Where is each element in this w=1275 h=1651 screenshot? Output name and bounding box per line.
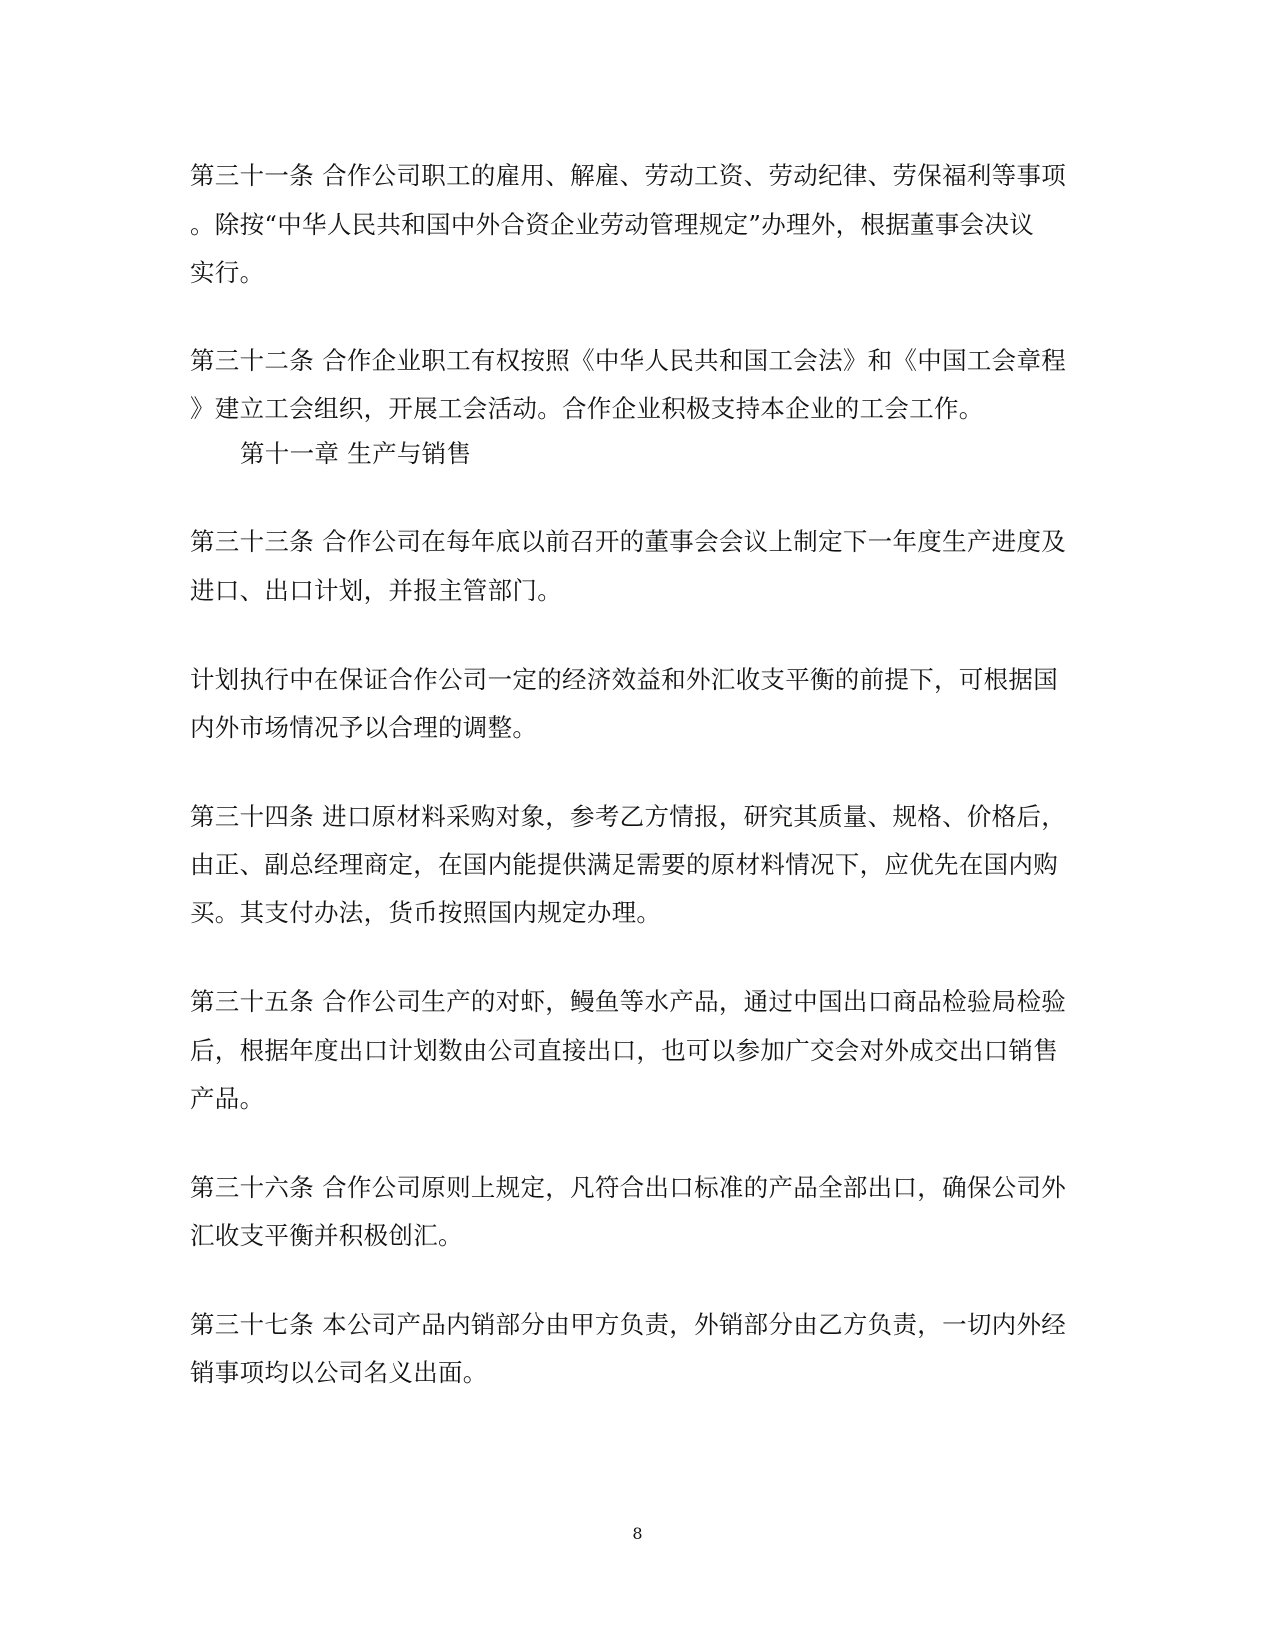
text-line-article-37: 第三十七条 本公司产品内销部分由甲方负责，外销部分由乙方负责，一切内外经: [190, 1310, 1067, 1339]
text-line: 汇收支平衡并积极创汇。: [190, 1221, 463, 1250]
text-line: 实行。: [190, 258, 265, 287]
page-number: 8: [632, 1524, 643, 1543]
text-line-article-33: 第三十三条 合作公司在每年底以前召开的董事会会议上制定下一年度生产进度及: [190, 527, 1067, 556]
text-line: 内外市场情况予以合理的调整。: [190, 713, 538, 742]
text-line: 。除按“中华人民共和国中外合资企业劳动管理规定”办理外，根据董事会决议: [190, 210, 1035, 239]
text-line: 买。其支付办法，货币按照国内规定办理。: [190, 898, 662, 927]
text-line-article-36: 第三十六条 合作公司原则上规定，凡符合出口标准的产品全部出口，确保公司外: [190, 1173, 1067, 1202]
text-line: 销事项均以公司名义出面。: [190, 1358, 488, 1387]
text-line-article-31: 第三十一条 合作公司职工的雇用、解雇、劳动工资、劳动纪律、劳保福利等事项: [190, 161, 1067, 190]
text-line: 》建立工会组织，开展工会活动。合作企业积极支持本企业的工会工作。: [190, 394, 984, 423]
text-line: 产品。: [190, 1084, 265, 1113]
text-line-article-34: 第三十四条 进口原材料采购对象，参考乙方情报，研究其质量、规格、价格后，: [190, 802, 1067, 831]
text-line: 由正、副总经理商定，在国内能提供满足需要的原材料情况下，应优先在国内购: [190, 850, 1058, 879]
text-line-article-32: 第三十二条 合作企业职工有权按照《中华人民共和国工会法》和《中国工会章程: [190, 346, 1067, 375]
text-line: 后，根据年度出口计划数由公司直接出口，也可以参加广交会对外成交出口销售: [190, 1036, 1058, 1065]
text-line: 计划执行中在保证合作公司一定的经济效益和外汇收支平衡的前提下，可根据国: [190, 665, 1058, 694]
text-line-article-35: 第三十五条 合作公司生产的对虾，鳗鱼等水产品，通过中国出口商品检验局检验: [190, 987, 1067, 1016]
chapter-heading: 第十一章 生产与销售: [240, 439, 472, 468]
text-line: 进口、出口计划，并报主管部门。: [190, 576, 562, 605]
